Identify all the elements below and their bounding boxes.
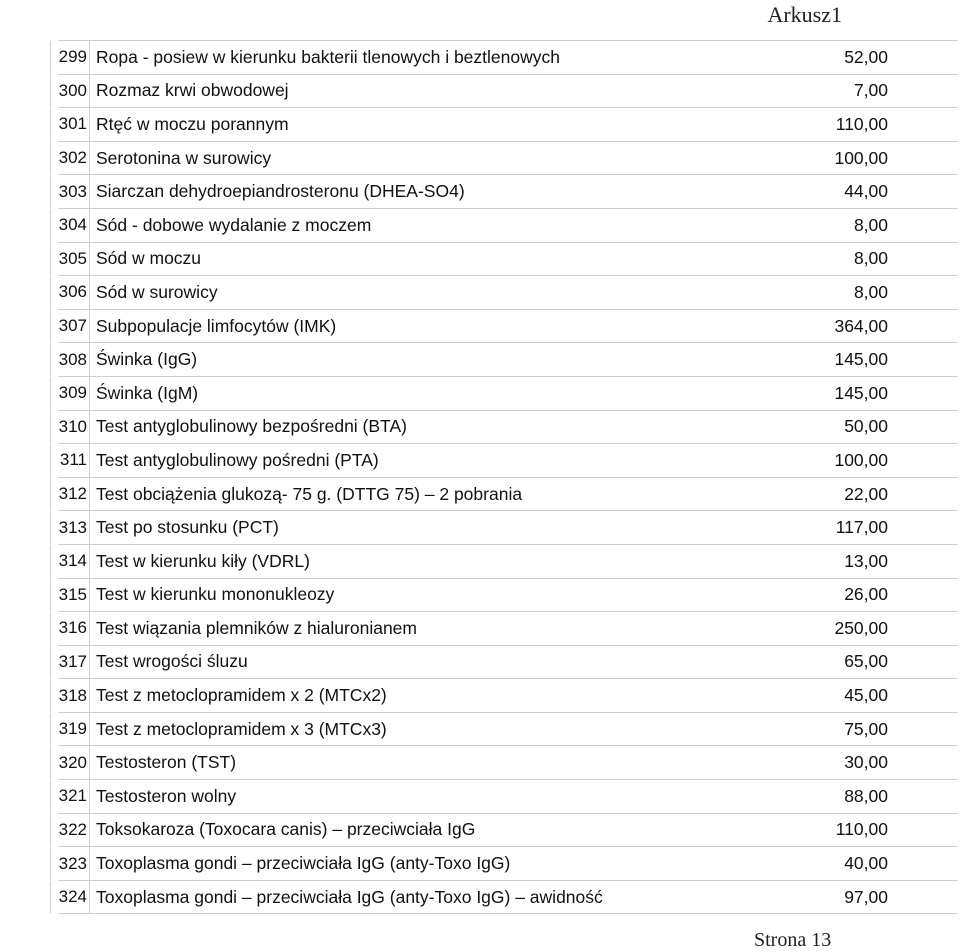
row-number: 308 — [50, 343, 89, 376]
test-price: 8,00 — [853, 248, 888, 269]
table-row — [58, 411, 958, 445]
test-name: Test w kierunku mononukleozy — [89, 579, 678, 612]
table-row — [58, 814, 958, 848]
test-price: 7,00 — [853, 80, 888, 101]
table-row — [58, 41, 958, 75]
page-footer: Strona 13 — [754, 929, 832, 951]
row-number: 299 — [50, 41, 89, 74]
table-row — [58, 108, 958, 142]
test-name: Rtęć w moczu porannym — [89, 108, 678, 141]
table-row — [58, 175, 958, 209]
table-row — [58, 377, 958, 411]
test-name: Subpopulacje limfocytów (IMK) — [89, 310, 678, 343]
test-price: 100,00 — [834, 449, 888, 470]
test-name: Toksokaroza (Toxocara canis) – przeciwciała IgG — [89, 814, 678, 847]
table-row — [58, 746, 958, 780]
row-number: 303 — [50, 175, 89, 208]
test-name: Świnka (IgG) — [89, 343, 678, 376]
test-price: 50,00 — [844, 416, 888, 437]
row-number: 322 — [50, 814, 89, 847]
table-row — [58, 310, 958, 344]
test-name: Test obciążenia glukozą- 75 g. (DTTG 75) – 2 pobrania — [89, 478, 678, 511]
test-price: 75,00 — [844, 718, 888, 739]
test-price: 117,00 — [835, 517, 888, 538]
table-row — [58, 780, 958, 814]
test-name: Sód w moczu — [89, 243, 678, 276]
test-price: 110,00 — [835, 113, 888, 134]
test-price: 8,00 — [853, 214, 888, 235]
test-price: 100,00 — [834, 147, 888, 168]
test-price: 13,00 — [844, 550, 888, 571]
test-name: Siarczan dehydroepiandrosteronu (DHEA-SO4) — [89, 175, 678, 208]
row-number: 306 — [50, 276, 89, 309]
test-name: Testosteron wolny — [89, 780, 678, 813]
table-row — [58, 881, 958, 915]
test-price: 26,00 — [844, 584, 888, 605]
test-price: 364,00 — [834, 315, 888, 336]
row-number: 311 — [50, 444, 89, 477]
test-price: 110,00 — [835, 819, 888, 840]
table-row — [58, 75, 958, 109]
test-price: 52,00 — [844, 46, 888, 67]
test-name: Serotonina w surowicy — [89, 142, 678, 175]
table-row — [58, 142, 958, 176]
row-number: 321 — [50, 780, 89, 813]
test-price: 22,00 — [844, 483, 888, 504]
row-number: 323 — [50, 847, 89, 880]
test-price: 44,00 — [844, 181, 888, 202]
test-price: 145,00 — [834, 349, 888, 370]
table-row — [58, 612, 958, 646]
row-number: 310 — [50, 411, 89, 444]
test-name: Test po stosunku (PCT) — [89, 511, 678, 544]
test-name: Test w kierunku kiły (VDRL) — [89, 545, 678, 578]
price-table — [58, 40, 958, 914]
row-number: 304 — [50, 209, 89, 242]
table-row — [58, 243, 958, 277]
row-number: 324 — [50, 881, 89, 914]
test-name: Test z metoclopramidem x 3 (MTCx3) — [89, 713, 678, 746]
table-row — [58, 478, 958, 512]
row-number: 319 — [50, 713, 89, 746]
test-price: 40,00 — [844, 853, 888, 874]
test-name: Toxoplasma gondi – przeciwciała IgG (anty-Toxo IgG) — [89, 847, 678, 880]
row-number: 312 — [50, 478, 89, 511]
test-name: Test z metoclopramidem x 2 (MTCx2) — [89, 679, 678, 712]
test-name: Sód w surowicy — [89, 276, 678, 309]
test-name: Świnka (IgM) — [89, 377, 678, 410]
test-price: 45,00 — [844, 685, 888, 706]
table-row — [58, 511, 958, 545]
table-row — [58, 209, 958, 243]
test-name: Testosteron (TST) — [89, 746, 678, 779]
row-number: 317 — [50, 646, 89, 679]
test-price: 88,00 — [844, 785, 888, 806]
row-number: 307 — [50, 310, 89, 343]
row-number: 305 — [50, 243, 89, 276]
test-price: 30,00 — [844, 752, 888, 773]
test-price: 250,00 — [834, 617, 888, 638]
table-row — [58, 713, 958, 747]
table-row — [58, 343, 958, 377]
row-number: 313 — [50, 511, 89, 544]
sheet-name: Arkusz1 — [767, 2, 842, 27]
table-row — [58, 545, 958, 579]
row-number: 315 — [50, 579, 89, 612]
test-name: Sód - dobowe wydalanie z moczem — [89, 209, 678, 242]
test-price: 145,00 — [834, 382, 888, 403]
table-row — [58, 679, 958, 713]
row-number: 300 — [50, 75, 89, 108]
row-number: 302 — [50, 142, 89, 175]
test-price: 97,00 — [844, 886, 888, 907]
test-name: Test antyglobulinowy bezpośredni (BTA) — [89, 411, 678, 444]
test-name: Rozmaz krwi obwodowej — [89, 75, 678, 108]
test-name: Ropa - posiew w kierunku bakterii tlenowych i beztlenowych — [89, 41, 678, 74]
test-price: 8,00 — [853, 281, 888, 302]
test-price: 65,00 — [844, 651, 888, 672]
test-name: Toxoplasma gondi – przeciwciała IgG (anty-Toxo IgG) – awidność — [89, 881, 678, 914]
row-number: 320 — [50, 746, 89, 779]
row-number: 301 — [50, 108, 89, 141]
table-row — [58, 579, 958, 613]
table-row — [58, 276, 958, 310]
table-row — [58, 646, 958, 680]
test-name: Test antyglobulinowy pośredni (PTA) — [89, 444, 678, 477]
row-number: 316 — [50, 612, 89, 645]
test-name: Test wiązania plemników z hialuronianem — [89, 612, 678, 645]
row-number: 318 — [50, 679, 89, 712]
table-row — [58, 444, 958, 478]
row-number: 314 — [50, 545, 89, 578]
table-row — [58, 847, 958, 881]
row-number: 309 — [50, 377, 89, 410]
test-name: Test wrogości śluzu — [89, 646, 678, 679]
